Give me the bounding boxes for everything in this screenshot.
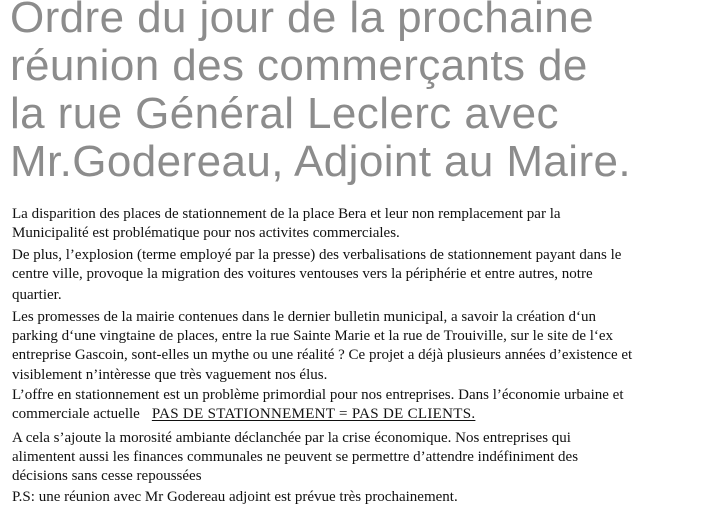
body-line: quartier.	[12, 287, 62, 303]
body-line: décisions sans cesse repoussées	[12, 468, 202, 484]
title-line: la rue Général Leclerc avec	[10, 89, 559, 138]
document-title	[10, 0, 631, 186]
body-line: A cela s’ajoute la morosité ambiante déclanchée par la crise économique. Nos entreprises qui	[12, 430, 571, 446]
body-line: L’offre en stationnement est un problème primordial pour nos entreprises. Dans l’économie urbaine et	[12, 387, 624, 403]
body-line: Les promesses de la mairie contenues dans le dernier bulletin municipal, a savoir la création d‘un	[12, 309, 596, 325]
postscript-line: P.S: une réunion avec Mr Godereau adjoint est prévue très prochainement.	[12, 489, 458, 505]
body-line: visiblement n’intèresse que très vaguement nos élus.	[12, 367, 328, 383]
body-line-text: commerciale actuelle	[12, 406, 140, 422]
body-line: De plus, l’explosion (terme employé par la presse) des verbalisations de stationnement payant dans le	[12, 247, 622, 263]
title-line: Mr.Godereau, Adjoint au Maire.	[10, 137, 631, 186]
title-line: réunion des commerçants de	[10, 41, 588, 90]
title-line: Ordre du jour de la prochaine	[10, 0, 594, 42]
body-line: Municipalité est problématique pour nos activites commerciales.	[12, 225, 400, 241]
body-line: centre ville, provoque la migration des voitures ventouses vers la périphérie et entre autres, notre	[12, 266, 593, 282]
body-line: entreprise Gascoin, sont-elles un mythe ou une réalité ? Ce projet a déjà plusieurs années d’existence et	[12, 347, 633, 363]
body-line	[12, 405, 475, 423]
body-line: parking d‘une vingtaine de places, entre la rue Sainte Marie et la rue de Trouiville, sur le site de l‘ex	[12, 328, 614, 344]
body-line: La disparition des places de stationnement de la place Bera et leur non remplacement par la	[12, 206, 561, 222]
emphasis-slogan: PAS DE STATIONNEMENT = PAS DE CLIENTS.	[151, 406, 476, 422]
body-line: alimentent aussi les finances communales ne peuvent se permettre d’attendre indéfiniment des	[12, 449, 579, 465]
